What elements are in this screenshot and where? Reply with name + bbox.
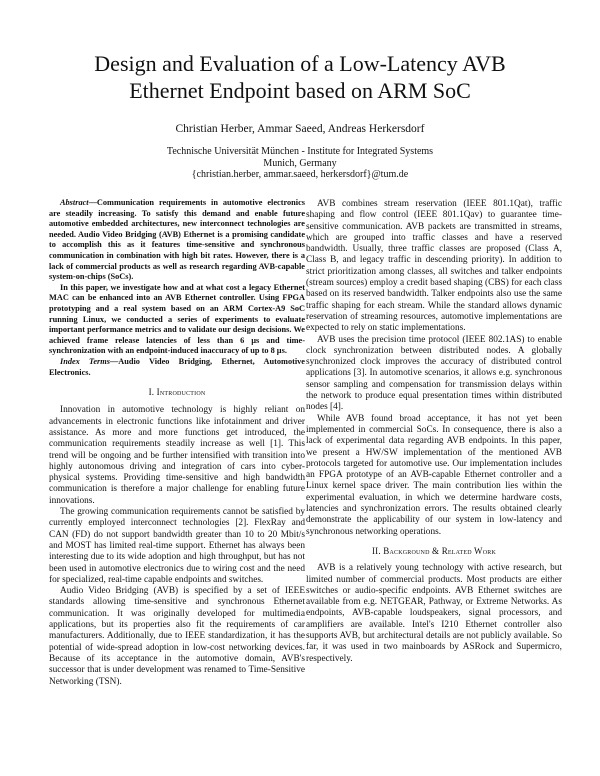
affiliation-institute: Technische Universität München - Institute for Integrated Systems bbox=[166, 146, 434, 157]
body-paragraph: AVB combines stream reservation (IEEE 801.1Qat), traffic shaping and flow control (IEEE 801.1Qav) to guarantee time-sensitive communication. AVB packets are transmitted in streams, which are grouped into traffic classes and have a reserved bandwidth. Usually, three traffic classes are proposed (Class A, Class B, and legacy traffic in descending priority). In addition to strict prioritization among classes, all switches and talker endpoints (stream sources) employ a credit based shaping (CBS) for each class based on its reserved bandwidth. Talker endpoints also use the same traffic shaping for each stream. While the standard allows dynamic reservation of streaming resources, automotive implementations are expected to rely on static implementations. bbox=[306, 199, 562, 334]
body-paragraph: AVB uses the precision time protocol (IEEE 802.1AS) to enable clock synchronization between distributed nodes. A globally synchronized clock improves the accuracy of distributed control applications [3]. In automotive scenarios, it allows e.g. synchronous sensor sampling and compensation for transmission delays within the network to produce equal presentation times within distributed nodes [4]. bbox=[306, 334, 562, 413]
section-heading-related-work: II. Background & Related Work bbox=[371, 545, 497, 556]
left-column bbox=[49, 198, 305, 688]
intro-paragraph: The growing communication requirements cannot be satisfied by currently employed interconnect technologies [2]. FlexRay and CAN (FD) do not support bandwidth greater than 10 to 20 Mbit/s and MOST has limited real-time support. Ethernet has always been interesting due to its wide adoption and high throughput, but has not been used in automotive electronics due to wiring cost and the need for specialized, real-time capable endpoints and switches. bbox=[49, 507, 305, 585]
abstract-label: Abstract bbox=[60, 198, 89, 207]
paper-title bbox=[40, 50, 560, 104]
abstract-paragraph-2: In this paper, we investigate how and at what cost a legacy Ethernet MAC can be enhanced into an AVB Ethernet controller. Using FPGA prototyping and a real system based on an ARM Cortex-A9 SoC running Linux, we conducted a series of experiments to evaluate important performance metrics and to validate our design decisions. We achieved frame release latencies of less than 6 µs and time-synchronization with an endpoint-induced inaccuracy of up to 8 µs. bbox=[49, 282, 305, 356]
abstract-paragraph-1 bbox=[49, 198, 305, 283]
author-list: Christian Herber, Ammar Saeed, Andreas Herkersdorf bbox=[175, 123, 425, 135]
affiliation-city: Munich, Germany bbox=[263, 157, 337, 169]
index-terms-label: Index Terms bbox=[60, 356, 110, 366]
title-line-1: Design and Evaluation of a Low-Latency AVB bbox=[94, 51, 506, 76]
index-terms bbox=[49, 357, 305, 378]
affiliation-block bbox=[40, 146, 560, 181]
abstract-text-1: —Communication requirements in automotive electronics are steadily increasing. To satisfy this demand and enable future automotive embedded architectures, new interconnect technologies are needed. Audio Video Bridging (AVB) Ethernet is a promising candidate to accomplish this as it features time-sensitive and synchronous communication in combination with high bit rates. However, there is a lack of commercial products as well as research regarding AVB-capable system-on-chips (SoCs). bbox=[49, 198, 305, 282]
related-work-paragraph: AVB is a relatively young technology with active research, but limited number of commercial products. Most products are either switches or audio-specific endpoints. AVB Ethernet switches are available from e.g. NETGEAR, Pathway, or Extreme Networks. As endpoints, AVB-capable loudspeakers, signal processors, and amplifiers are available. Intel's I210 Ethernet controller also supports AVB, but architectural details are not publicly available. So far, it was used in two mainboards by ASRock and Supermicro, respectively. bbox=[306, 563, 562, 664]
right-column bbox=[306, 199, 562, 665]
body-paragraph: While AVB found broad acceptance, it has not yet been implemented in commercial SoCs. In consequence, there is also a lack of experimental data regarding AVB endpoints. In this paper, we present a HW/SW implementation of the mentioned AVB protocols targeted for automotive use. Our implementation includes an FPGA prototype of an AVB-capable Ethernet controller and a Linux kernel space driver. The main contribution lies within the experimental evaluation, in which we determine hardware costs, latencies and synchronization errors. The results obtained clearly demonstrate the applicability of our system in low-latency and synchronous networking operations. bbox=[306, 413, 562, 537]
intro-paragraph: Innovation in automotive technology is highly reliant on advancements in electronic functions like infotainment and driver assistance. As more and more functions get introduced, the communication requirements steadily increase as well [1]. This trend will be ongoing and be further intensified with transition into highly autonomous driving and integration of cars into cyber-physical systems. Providing time-sensitive and high bandwidth communication is therefore a major challenge for enabling future innovations. bbox=[49, 405, 305, 506]
section-heading-introduction: I. Introduction bbox=[148, 387, 206, 398]
affiliation-email: {christian.herber, ammar.saeed, herkersdorf}@tum.de bbox=[191, 169, 409, 181]
title-line-2: Ethernet Endpoint based on ARM SoC bbox=[129, 78, 471, 103]
index-terms-text: —Audio Video Bridging, Ethernet, Automotive Electronics. bbox=[49, 356, 305, 377]
abstract bbox=[49, 198, 305, 378]
intro-paragraph: Audio Video Bridging (AVB) is specified by a set of IEEE standards allowing time-sensitive and synchronous Ethernet communication. It was originally developed for multimedia applications, but its properties also fit the requirements of car manufacturers. Additionally, due to IEEE standardization, it has the potential of wide-spread adoption in low-cost networking devices. Because of its acceptance in the automotive domain, AVB's successor that is under development was renamed to Time-Sensitive Networking (TSN). bbox=[49, 586, 305, 687]
